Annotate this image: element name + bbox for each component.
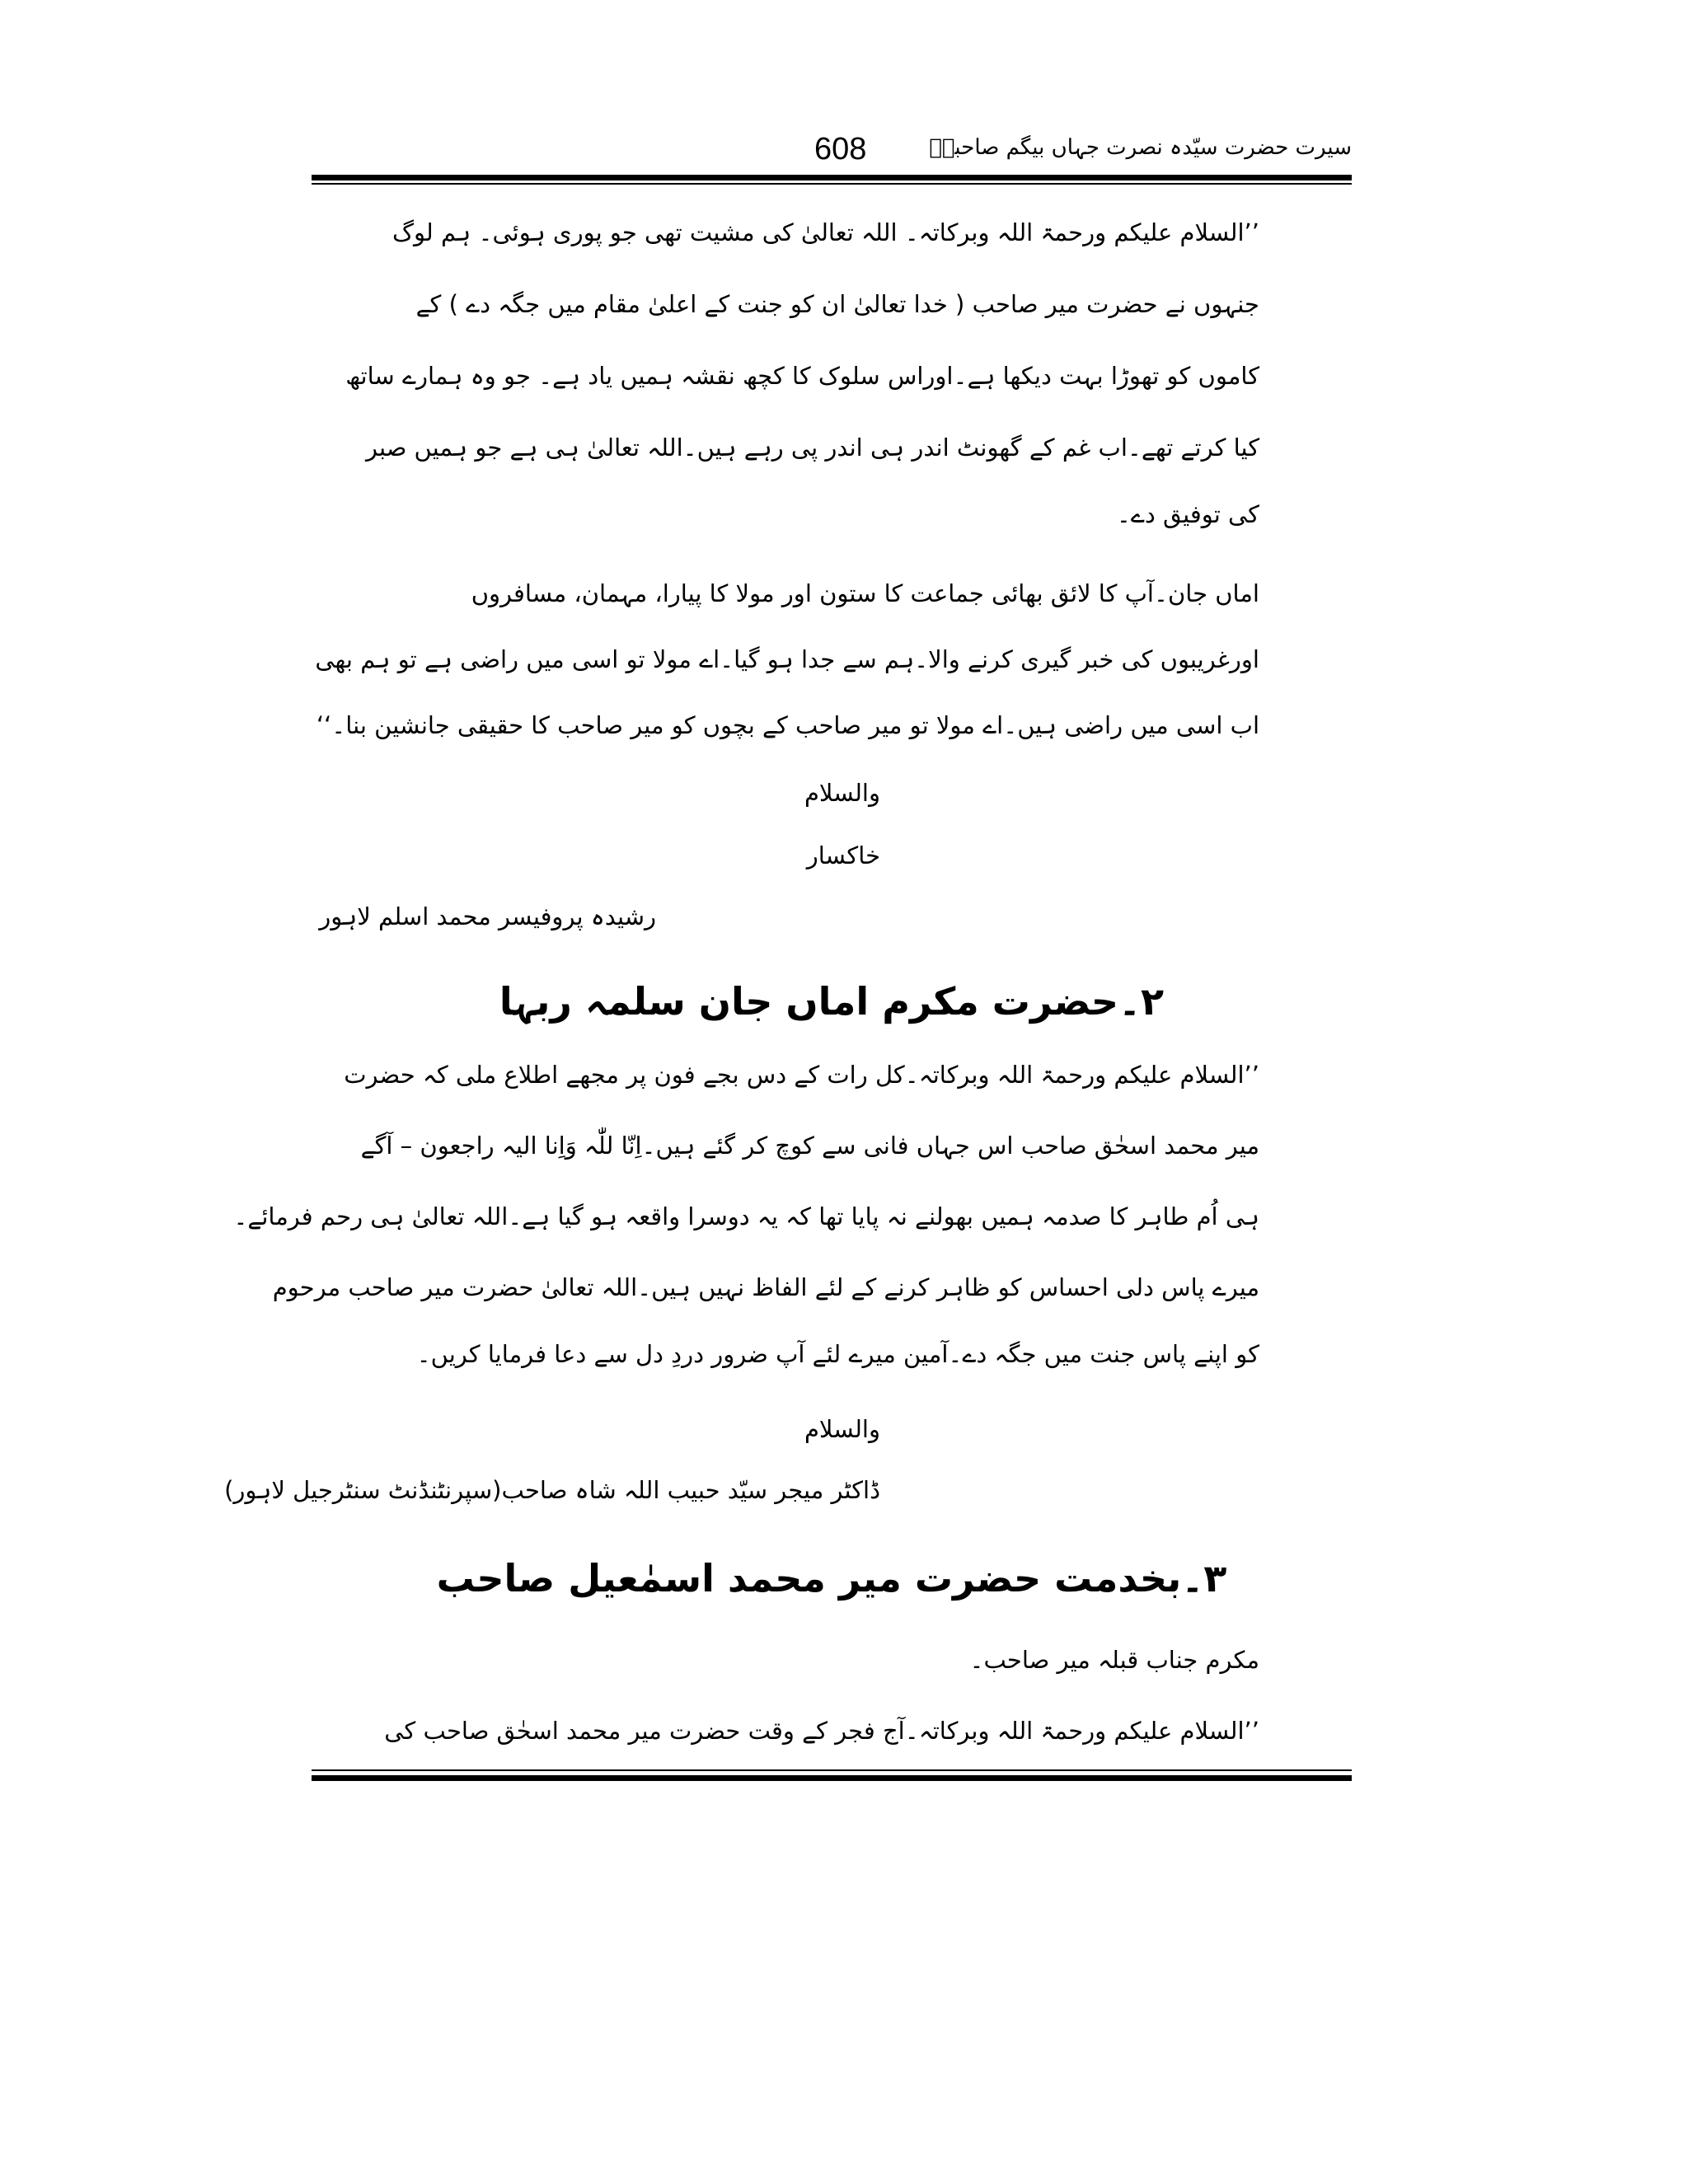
letter3-salutation: مکرم جناب قبلہ میر صاحب۔ (969, 1646, 1259, 1674)
letter1-line-3: کاموں کو تھوڑا بہت دیکھا ہے۔اوراس سلوک کا کچھ نقشہ ہمیں یاد ہے۔ جو وہ ہمارے ساتھ (345, 362, 1259, 390)
footer-rule-thick (312, 1775, 1352, 1781)
footer-rule-thin (312, 1769, 1352, 1771)
letter2-closing: والسلام (804, 1415, 880, 1443)
letter2-heading: ۲۔حضرت مکرم اماں جان سلمہ ربہا (499, 979, 1165, 1024)
letter2-line-5: کو اپنے پاس جنت میں جگہ دے۔آمین میرے لئے آپ ضرور دردِ دل سے دعا فرمایا کریں۔ (416, 1340, 1259, 1368)
letter1-para2-line-2: اورغریبوں کی خبر گیری کرنے والا۔ہم سے جدا ہو گیا۔اے مولا تو اسی میں راضی ہے تو ہم بھی (315, 645, 1259, 673)
letter2-line-2: میر محمد اسحٰق صاحب اس جہاں فانی سے کوچ کر گئے ہیں۔اِنّا للّٰہ وَاِنا الیہ راجعون – آگے (360, 1132, 1259, 1160)
book-title: سیرت حضرت سیّدہ نصرت جہاں بیگم صاحبہؓ (929, 135, 1352, 160)
letter1-signature: رشیدہ پروفیسر محمد اسلم لاہور (319, 902, 656, 930)
letter3-heading: ۳۔بخدمت حضرت میر محمد اسمٰعیل صاحب (436, 1556, 1227, 1601)
letter2-line-4: میرے پاس دلی احساس کو ظاہر کرنے کے لئے الفاظ نہیں ہیں۔اللہ تعالیٰ حضرت میر صاحب مرحوم (272, 1273, 1259, 1301)
letter2-line-3: ہی اُم طاہر کا صدمہ ہمیں بھولنے نہ پایا تھا کہ یہ دوسرا واقعہ ہو گیا ہے۔اللہ تعالیٰ ہی رحم فرمائے۔ (233, 1202, 1259, 1230)
letter1-line-5: کی توفیق دے۔ (1116, 500, 1259, 528)
letter2-signature: ڈاکٹر میجر سیّد حبیب اللہ شاہ صاحب(سپرنٹنڈنٹ سنٹرجیل لاہور) (224, 1476, 880, 1504)
letter1-line-2: جنہوں نے حضرت میر صاحب ( خدا تعالیٰ ان کو جنت کے اعلیٰ مقام میں جگہ دے ) کے (415, 290, 1259, 318)
page-header (312, 97, 1352, 171)
header-rule-thin (312, 183, 1352, 185)
letter3-line-1: ’’السلام علیکم ورحمۃ اللہ وبرکاتہ۔آج فجر کے وقت حضرت میر محمد اسحٰق صاحب کی (384, 1717, 1259, 1745)
page-number: 608 (814, 132, 867, 166)
header-rule-thick (312, 175, 1352, 180)
letter1-para2-line-1: اماں جان۔آپ کا لائق بھائی جماعت کا ستون اور مولا کا پیارا، مہمان، مسافروں (471, 579, 1259, 607)
letter1-para2-line-3: اب اسی میں راضی ہیں۔اے مولا تو میر صاحب کے بچوں کو میر صاحب کا حقیقی جانشین بنا۔‘‘ (316, 711, 1259, 739)
letter1-line-1: ’’السلام علیکم ورحمۃ اللہ وبرکاتہ۔ اللہ تعالیٰ کی مشیت تھی جو پوری ہوئی۔ ہم لوگ (392, 218, 1259, 246)
letter1-humble: خاکسار (806, 841, 880, 869)
letter2-line-1: ’’السلام علیکم ورحمۃ اللہ وبرکاتہ۔کل رات کے دس بجے فون پر مجھے اطلاع ملی کہ حضرت (344, 1061, 1259, 1089)
letter1-line-4: کیا کرتے تھے۔اب غم کے گھونٹ اندر ہی اندر پی رہے ہیں۔اللہ تعالیٰ ہی ہے جو ہمیں صبر (365, 434, 1259, 462)
letter1-closing: والسلام (804, 779, 880, 807)
